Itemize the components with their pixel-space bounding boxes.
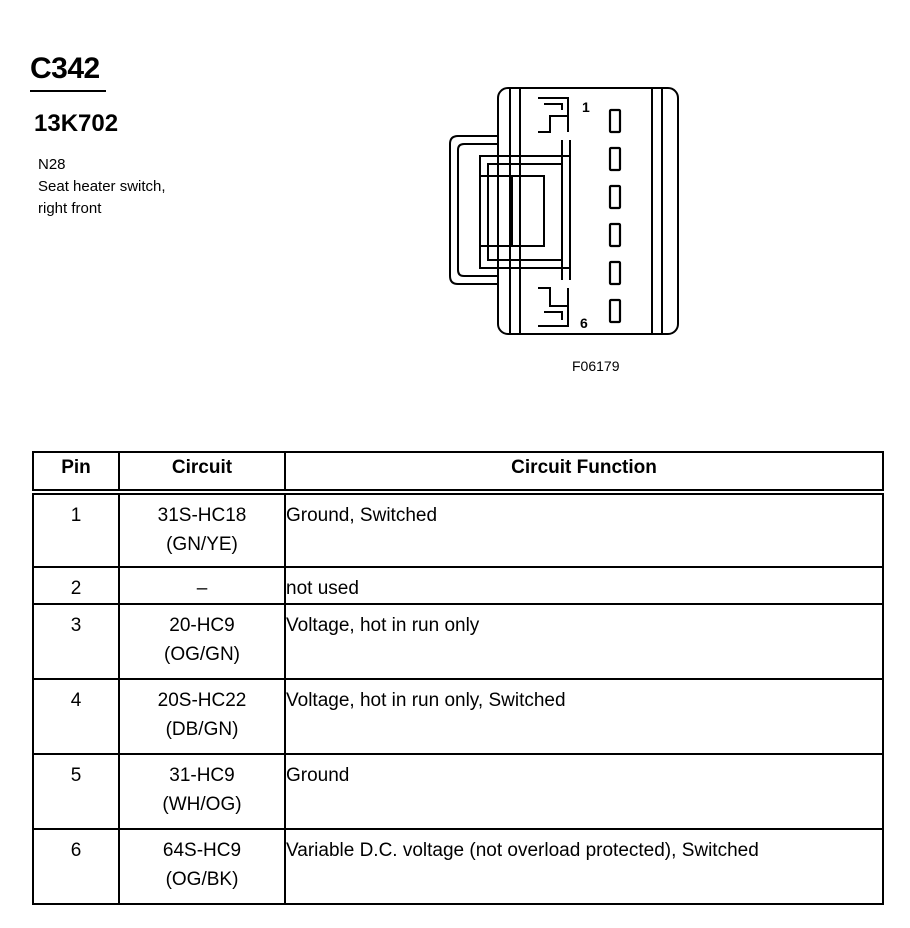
- wire-color: (OG/BK): [165, 869, 239, 890]
- circuit-cell: [119, 492, 285, 567]
- connector-id-underline: [30, 90, 106, 92]
- component-description-line1: Seat heater switch,: [38, 178, 166, 195]
- table-row: [33, 754, 883, 829]
- terminal-2: [610, 148, 620, 170]
- function-cell: not used: [285, 567, 883, 604]
- pin-cell: 6: [33, 829, 119, 904]
- table-row: [33, 492, 883, 567]
- table-row: [33, 604, 883, 679]
- function-cell: Ground, Switched: [285, 492, 883, 567]
- terminal-6: [610, 300, 620, 322]
- circuit-number: 20S-HC22: [157, 690, 247, 711]
- pin-cell: 2: [33, 567, 119, 604]
- pin-cell: 3: [33, 604, 119, 679]
- table-header-row: [33, 452, 883, 492]
- function-cell: Voltage, hot in run only, Switched: [285, 679, 883, 754]
- circuit-number: 31-HC9: [169, 765, 235, 786]
- pin-cell: 1: [33, 492, 119, 567]
- circuit-number: 64S-HC9: [162, 840, 242, 861]
- circuit-cell: [119, 604, 285, 679]
- pin-label-first: 1: [582, 99, 590, 115]
- column-header-circuit: Circuit: [119, 452, 285, 492]
- wire-color: (OG/GN): [164, 644, 240, 665]
- circuit-cell: [119, 679, 285, 754]
- terminal-3: [610, 186, 620, 208]
- terminal-4: [610, 224, 620, 246]
- function-cell: Voltage, hot in run only: [285, 604, 883, 679]
- part-number: 13K702: [34, 110, 119, 137]
- wire-color: (DB/GN): [165, 719, 239, 740]
- table-row: [33, 829, 883, 904]
- circuit-cell: [119, 567, 285, 604]
- pin-cell: 4: [33, 679, 119, 754]
- circuit-cell: [119, 829, 285, 904]
- pin-table: [32, 451, 884, 905]
- circuit-number: –: [196, 578, 208, 599]
- circuit-number: 31S-HC18: [157, 505, 247, 526]
- column-header-pin: Pin: [33, 452, 119, 492]
- column-header-function: Circuit Function: [285, 452, 883, 492]
- figure-code: F06179: [572, 358, 620, 374]
- pin-label-last: 6: [580, 315, 588, 331]
- terminal-1: [610, 110, 620, 132]
- circuit-cell: [119, 754, 285, 829]
- wire-color: (GN/YE): [166, 534, 238, 555]
- pin-cell: 5: [33, 754, 119, 829]
- component-description-line2: right front: [38, 200, 102, 217]
- connector-id: C342: [30, 52, 100, 85]
- terminal-5: [610, 262, 620, 284]
- connector-face-diagram: [440, 80, 690, 350]
- table-row: [33, 679, 883, 754]
- table-row: [33, 567, 883, 604]
- function-cell: Variable D.C. voltage (not overload protected), Switched: [285, 829, 883, 904]
- circuit-number: 20-HC9: [169, 615, 235, 636]
- component-code: N28: [38, 156, 66, 173]
- wire-color: (WH/OG): [162, 794, 242, 815]
- function-cell: Ground: [285, 754, 883, 829]
